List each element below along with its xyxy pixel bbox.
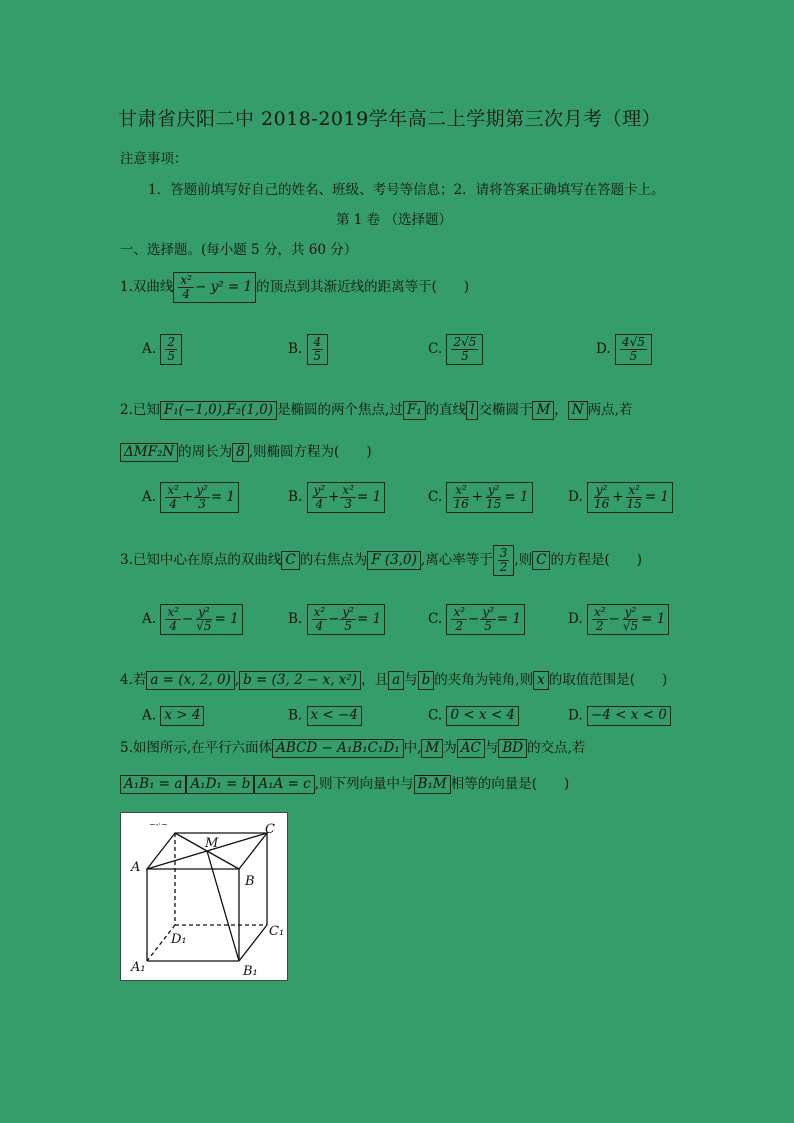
- page-title: 甘肃省庆阳二中 2018-2019学年高二上学期第三次月考（理）: [118, 108, 662, 130]
- edge-b1-c1: [239, 925, 267, 961]
- label-m: M: [205, 836, 219, 851]
- q1-option-b[interactable]: B. $\frac{4}{5}$: [288, 334, 328, 365]
- q1-formula: $\frac{\text{x²}}{4}$ − y² = 1: [173, 272, 256, 303]
- label-c: C: [265, 822, 275, 837]
- label-d1: D₁: [171, 932, 187, 947]
- scan-artifact-text: ~-·~: [149, 820, 168, 829]
- q3-option-d[interactable]: D. $\frac{\text{x²}}{2}$ − $\frac{\text{y²}}{√5}$ = 1: [568, 604, 669, 635]
- q4-option-d[interactable]: D. −4 < x < 0: [568, 706, 671, 726]
- question-1: [120, 272, 469, 303]
- label-b1: B₁: [243, 964, 258, 979]
- q2-option-b[interactable]: B. $\frac{\text{y²}}{4}$ + $\frac{\text{x²}}{3}$ = 1: [288, 482, 385, 513]
- question-5-line1: 5.如图所示,在平行六面体 ABCD − A₁B₁C₁D₁ 中, M 为 $\overline{AC}$ 与 $\overline{BD}$ 的交点,若: [120, 736, 585, 758]
- question-5-line2: A₁B₁ = a A₁D₁ = b A₁A = c ,则下列向量中与 B₁M 相等的向量是( ): [120, 772, 569, 794]
- q1-option-c[interactable]: C. $\frac{2√5}{5}$: [428, 334, 483, 365]
- q3-option-b[interactable]: B. $\frac{\text{x²}}{4}$ − $\frac{\text{y²}}{5}$ = 1: [288, 604, 385, 635]
- q2-option-a[interactable]: A. $\frac{\text{x²}}{4}$ + $\frac{\text{y²}}{3}$ = 1: [142, 482, 239, 513]
- notice-text: 1．答题前填写好自己的姓名、班级、考号等信息；2．请将答案正确填写在答题卡上。: [148, 182, 665, 198]
- q2-option-d[interactable]: D. $\frac{\text{y²}}{16}$ + $\frac{\text{x²}}{15}$ = 1: [568, 482, 673, 513]
- q1-option-a[interactable]: A. $\frac{2}{5}$: [142, 334, 182, 365]
- q1-text: 1.双曲线: [120, 279, 174, 296]
- question-2-line2: ΔMF₂N 的周长为 8 ,则椭圆方程为( ): [120, 440, 372, 462]
- label-a: A: [131, 860, 141, 875]
- q4-option-c[interactable]: C. 0 < x < 4: [428, 706, 519, 726]
- label-c1: C₁: [269, 924, 285, 939]
- parallelepiped-diagram: [121, 813, 287, 980]
- volume-heading: 第 1 卷 （选择题）: [336, 212, 452, 228]
- q1-option-d[interactable]: D. $\frac{4√5}{5}$: [596, 334, 652, 365]
- q4-option-a[interactable]: A. x > 4: [142, 706, 204, 726]
- section-heading: 一、选择题。(每小题 5 分，共 60 分）: [120, 242, 358, 258]
- label-b: B: [245, 874, 255, 889]
- q3-option-c[interactable]: C. $\frac{\text{x²}}{2}$ − $\frac{\text{y²}}{5}$ = 1: [428, 604, 525, 635]
- q1-text-end: 的顶点到其渐近线的距离等于( ): [256, 279, 470, 296]
- parallelepiped-figure: [120, 812, 288, 981]
- q3-option-a[interactable]: A. $\frac{\text{x²}}{4}$ − $\frac{\text{y²}}{√5}$ = 1: [142, 604, 243, 635]
- question-3: 3.已知中心在原点的双曲线 C 的右焦点为 F (3,0) ,离心率等于 $\frac{3}{2}$ ,则 C 的方程是( ): [120, 545, 642, 576]
- q4-option-b[interactable]: B. x < −4: [288, 706, 362, 726]
- notice-heading: 注意事项：: [120, 151, 188, 167]
- q2-option-c[interactable]: C. $\frac{\text{x²}}{16}$ + $\frac{\text{y²}}{15}$ = 1: [428, 482, 533, 513]
- question-4: 4.若 a = (x, 2, 0) , b = (3, 2 − x, x²) ，且 a 与 b 的夹角为钝角,则 x 的取值范围是( ): [120, 668, 667, 690]
- segment-m-b1: [207, 851, 239, 961]
- question-2-line1: 2.已知 F₁(−1,0),F₂(1,0) 是椭圆的两个焦点,过 F₁ 的直线 l 交椭圆于 M ， N 两点,若: [120, 398, 632, 420]
- label-a1: A₁: [131, 960, 146, 975]
